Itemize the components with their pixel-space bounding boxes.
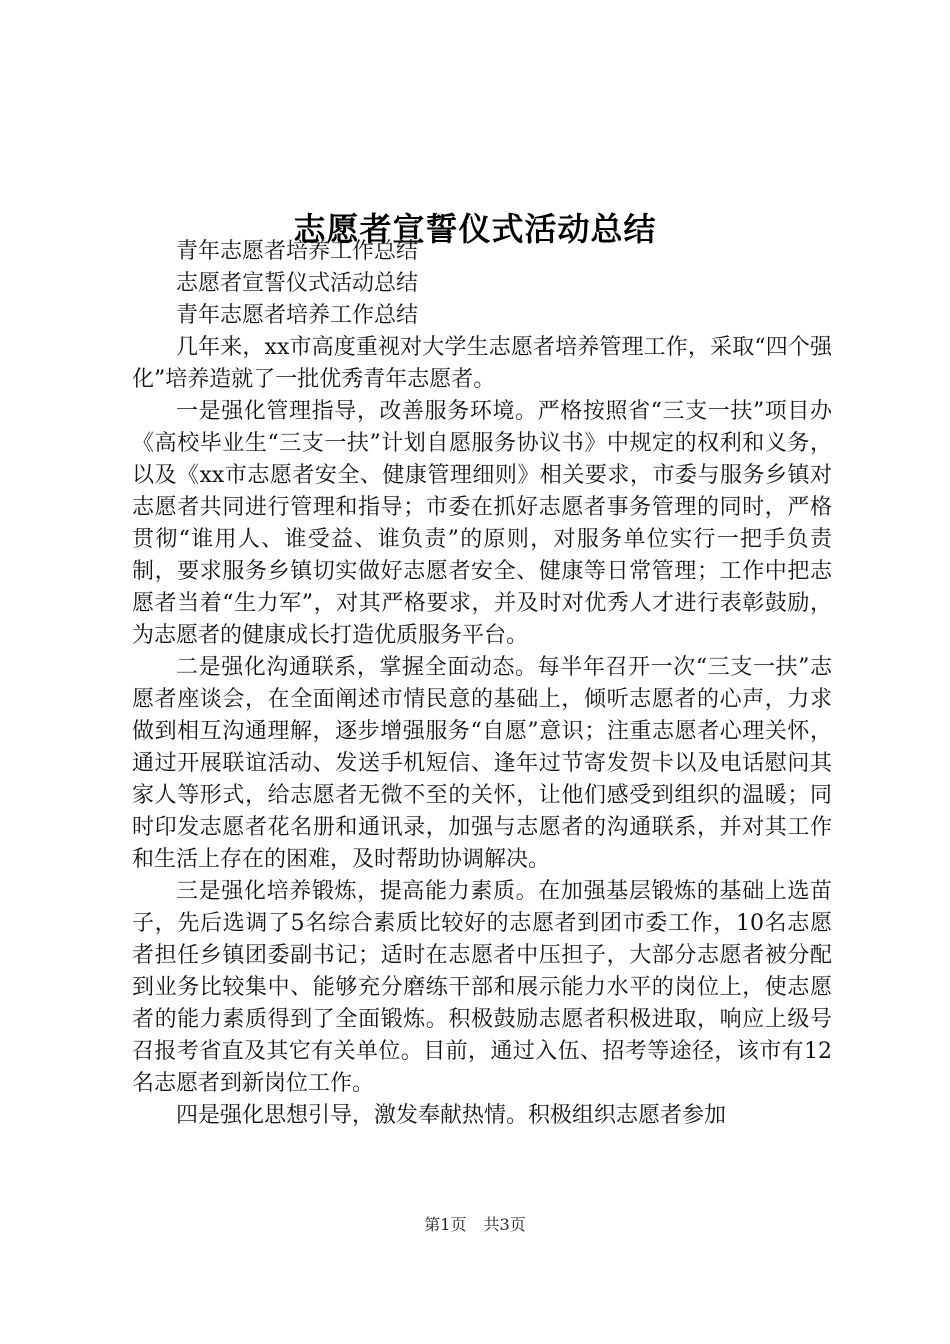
- body-paragraph: 二是强化沟通联系，掌握全面动态。每半年召开一次“三支一扶”志愿者座谈会，在全面阐述市情民意的基础上，倾听志愿者的心声，力求做到相互沟通理解，逐步增强服务“自愿”意识；注重志愿者心理关怀，通过开展联谊活动、发送手机短信、逢年过节寄发贺卡以及电话慰问其家人等形式，给志愿者无微不至的关怀，让他们感受到组织的温暖；同时印发志愿者花名册和通讯录，加强与志愿者的沟通联系，并对其工作和生活上存在的困难，及时帮助协调解决。: [132, 655, 832, 872]
- document-title: 志愿者宣誓仪式活动总结: [293, 210, 657, 249]
- body-paragraph: 四是强化思想引导，激发奉献热情。积极组织志愿者参加: [176, 1103, 727, 1128]
- body-paragraph: 一是强化管理指导，改善服务环境。严格按照省“三支一扶”项目办《高校毕业生“三支一扶”计划自愿服务协议书》中规定的权利和义务，以及《xx市志愿者安全、健康管理细则》相关要求，市委与服务乡镇对志愿者共同进行管理和指导；市委在抓好志愿者事务管理的同时，严格贯彻“谁用人、谁受益、谁负责”的原则，对服务单位实行一把手负责制，要求服务乡镇切实做好志愿者安全、健康等日常管理；工作中把志愿者当着“生力军”，对其严格要求，并及时对优秀人才进行表彰鼓励，为志愿者的健康成长打造优质服务平台。: [132, 399, 832, 648]
- body-paragraph: 志愿者宣誓仪式活动总结: [176, 271, 419, 296]
- body-paragraph: 青年志愿者培养工作总结: [176, 303, 419, 328]
- document-body: [132, 236, 832, 1132]
- page-number-current: 第1页: [424, 1215, 467, 1234]
- body-paragraph: 青年志愿者培养工作总结: [176, 239, 419, 264]
- body-paragraph: 几年来，xx市高度重视对大学生志愿者培养管理工作，采取“四个强化”培养造就了一批优秀青年志愿者。: [132, 335, 832, 392]
- body-paragraph: 三是强化培养锻炼，提高能力素质。在加强基层锻炼的基础上选苗子，先后选调了5名综合素质比较好的志愿者到团市委工作，10名志愿者担任乡镇团委副书记；适时在志愿者中压担子，大部分志愿者被分配到业务比较集中、能够充分磨练干部和展示能力水平的岗位上，使志愿者的能力素质得到了全面锻炼。积极鼓励志愿者积极进取，响应上级号召报考省直及其它有关单位。目前，通过入伍、招考等途径，该市有12名志愿者到新岗位工作。: [132, 879, 832, 1096]
- page-number-total: 共3页: [483, 1215, 526, 1234]
- page-footer: [0, 1214, 950, 1236]
